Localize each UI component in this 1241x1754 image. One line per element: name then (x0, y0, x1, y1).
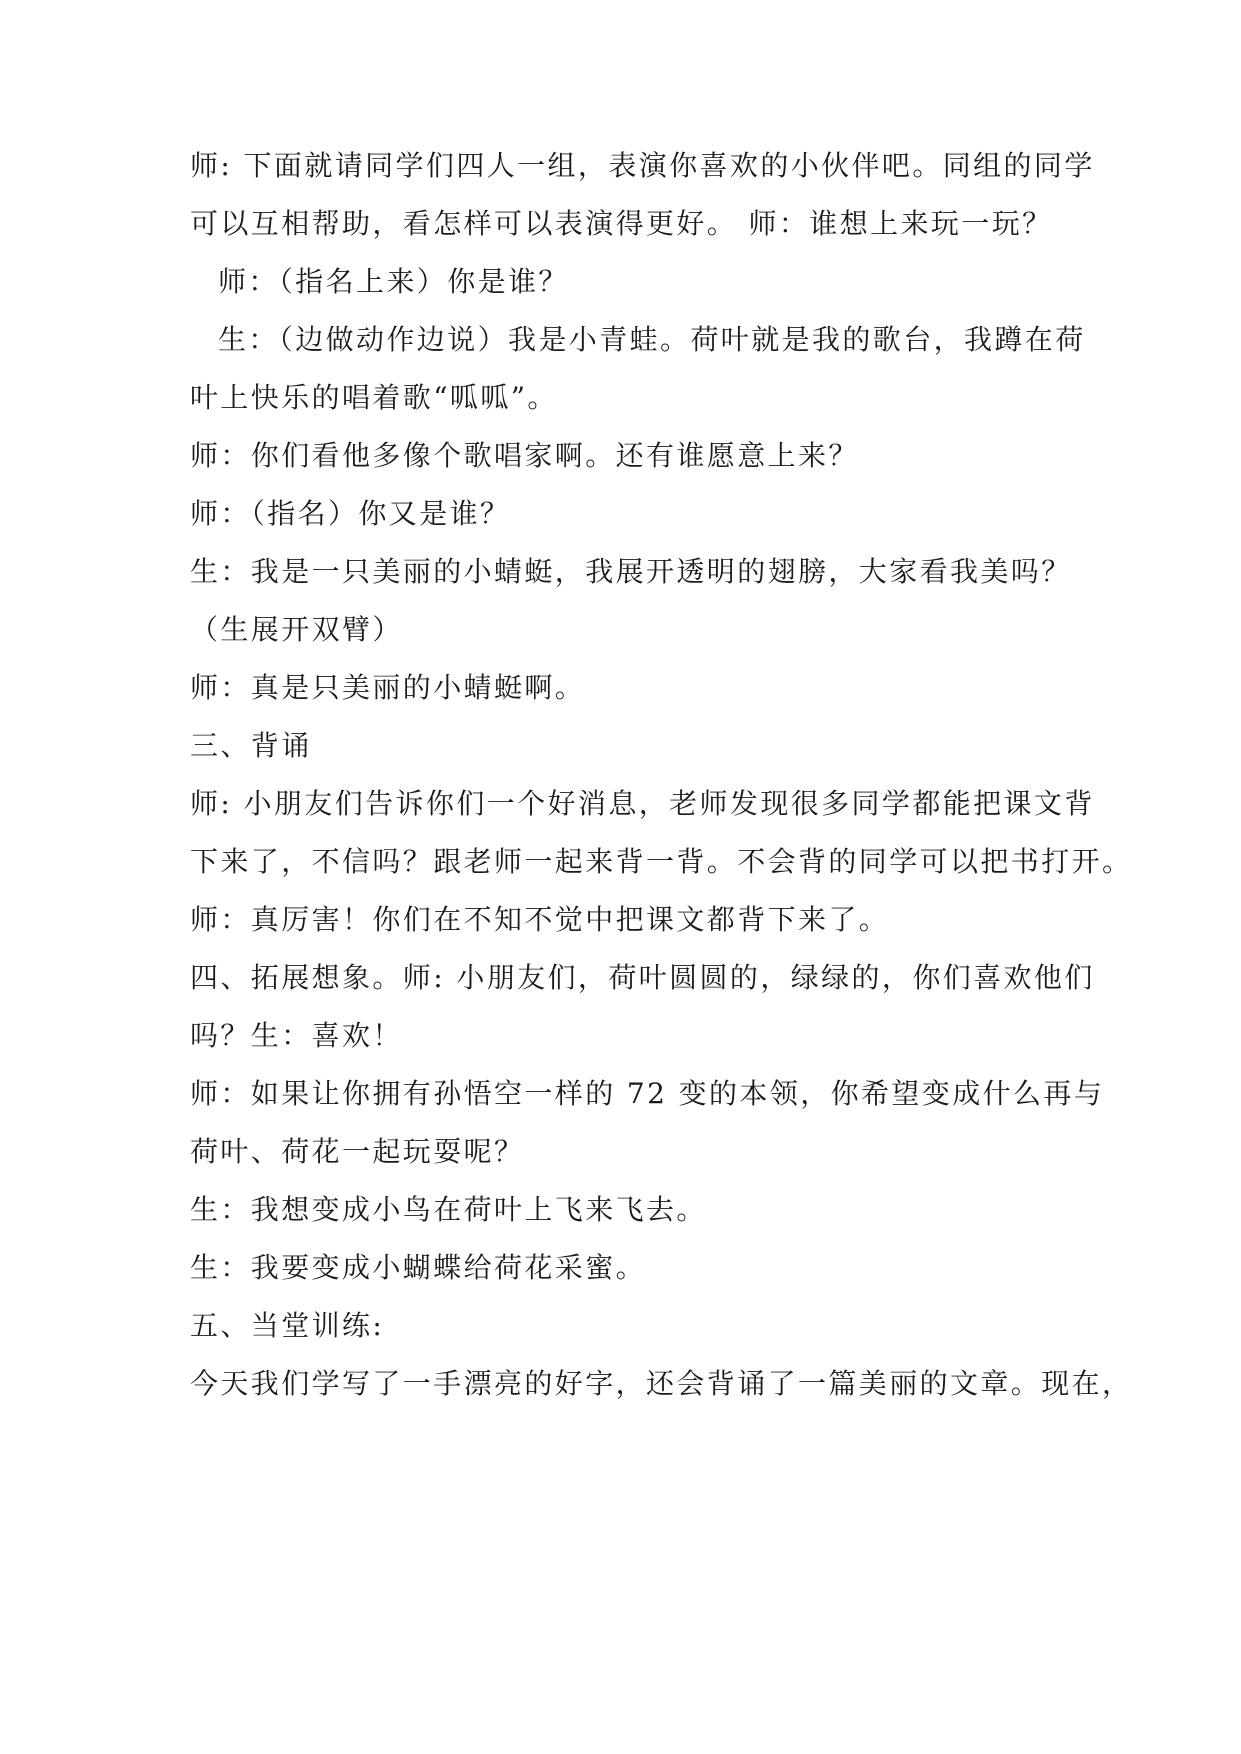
text-line: 师：（指名上来）你是谁？ (218, 265, 569, 298)
section-heading: 四、拓展想象。师: 小朋友们，荷叶圆圆的，绿绿的，你们喜欢他们 (190, 961, 1095, 994)
text-line: 生：我要变成小蝴蝶给荷花采蜜。 (190, 1251, 647, 1284)
text-line: 师：（指名）你又是谁？ (190, 497, 511, 530)
text-line: 下来了，不信吗？跟老师一起来背一背。不会背的同学可以把书打开。 (190, 845, 1133, 878)
section-heading: 三、背诵 (190, 729, 312, 762)
text-line: 荷叶、荷花一起玩耍呢？ (190, 1135, 525, 1168)
text-line: 可以互相帮助，看怎样可以表演得更好。 师：谁想上来玩一玩？ (190, 207, 1053, 240)
text-line: 师：如果让你拥有孙悟空一样的 72 变的本领，你希望变成什么再与 (190, 1077, 1105, 1110)
text-line: 今天我们学写了一手漂亮的好字，还会背诵了一篇美丽的文章。现在， (190, 1367, 1133, 1400)
text-line: （生展开双臂） (190, 613, 403, 646)
text-line: 吗？生：喜欢！ (190, 1019, 403, 1052)
text-line: 师：真厉害！你们在不知不觉中把课文都背下来了。 (190, 903, 890, 936)
text-line: 师：真是只美丽的小蜻蜓啊。 (190, 671, 586, 704)
text-line: 师：你们看他多像个歌唱家啊。还有谁愿意上来？ (190, 439, 859, 472)
text-line: 生：我想变成小鸟在荷叶上飞来飞去。 (190, 1193, 707, 1226)
text-line: 师: 小朋友们告诉你们一个好消息，老师发现很多同学都能把课文背 (190, 787, 1095, 820)
text-line: 生：我是一只美丽的小蜻蜓，我展开透明的翅膀，大家看我美吗？ (190, 555, 1072, 588)
section-heading: 五、当堂训练: (190, 1309, 385, 1342)
text-line: 生：（边做动作边说）我是小青蛙。荷叶就是我的歌台，我蹲在荷 (218, 323, 1086, 356)
text-line: 师: 下面就请同学们四人一组，表演你喜欢的小伙伴吧。同组的同学 (190, 149, 1095, 182)
text-line: 叶上快乐的唱着歌“呱呱”。 (190, 381, 558, 414)
